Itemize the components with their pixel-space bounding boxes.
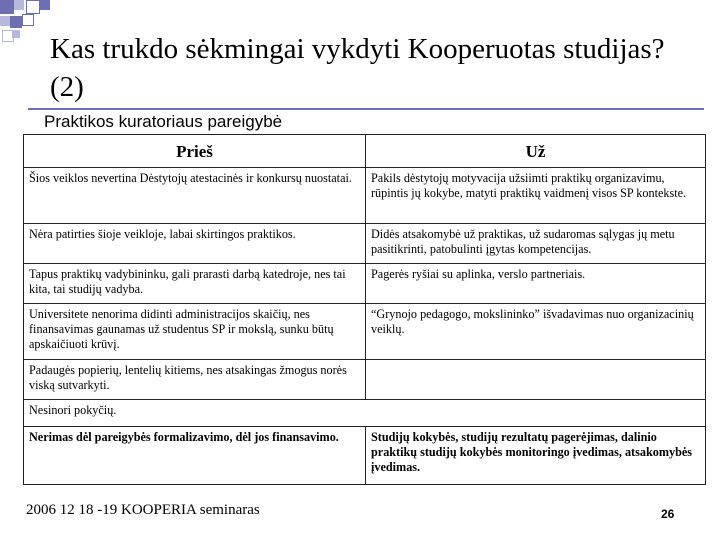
against-cell: Universitete nenorima didinti administracijos skaičių, nes finansavimas gaunamas už studentus SP ir mokslą, sunku būtų apskaičiuoti krūvį. [24, 304, 366, 360]
for-cell: “Grynojo pedagogo, mokslininko” išvadavimas nuo organizacinių veiklų. [366, 304, 706, 360]
deco-square [40, 0, 50, 10]
page-number: 26 [661, 507, 675, 521]
for-cell: Didės atsakomybė už praktikas, už sudaromas sąlygas jų metu pasitikrinti, patobulinti įgytas kompetencijas. [366, 224, 706, 264]
table-row [24, 224, 706, 264]
for-cell: Studijų kokybės, studijų rezultatų pagerėjimas, dalinio praktikų studijų kokybės monitoringo įvedimas, atsakomybės įvedimas. [366, 427, 706, 485]
for-cell: Pakils dėstytojų motyvacija užsiimti praktikų organizavimu, rūpintis jų kokybe, matyti praktikų vaidmenį visos SP kontekste. [366, 168, 706, 224]
slide-subtitle: Praktikos kuratoriaus pareigybė [44, 112, 283, 131]
deco-square [0, 0, 14, 14]
table-row [24, 427, 706, 485]
title-divider [28, 108, 704, 110]
table-row [24, 400, 706, 427]
deco-square [26, 0, 40, 14]
table-row [24, 360, 706, 400]
against-cell: Padaugės popierių, lentelių kitiems, nes atsakingas žmogus norės viską sutvarkyti. [24, 360, 366, 400]
deco-square [10, 16, 22, 28]
for-cell [366, 360, 706, 400]
full-width-cell: Nesinori pokyčių. [24, 400, 706, 427]
deco-square [22, 14, 34, 26]
deco-square [14, 0, 24, 10]
table-row [24, 304, 706, 360]
header-for: Už [366, 135, 706, 168]
footer-text: 2006 12 18 -19 KOOPERIA seminaras [26, 502, 260, 518]
table-header-row [24, 135, 706, 168]
pros-cons-table [23, 134, 706, 485]
against-cell: Nerimas dėl pareigybės formalizavimo, dėl jos finansavimo. [24, 427, 366, 485]
for-cell: Pagerės ryšiai su aplinka, verslo partneriais. [366, 264, 706, 304]
against-cell: Nėra patirties šioje veikloje, labai skirtingos praktikos. [24, 224, 366, 264]
table-row [24, 264, 706, 304]
against-cell: Šios veiklos nevertina Dėstytojų atestacinės ir konkursų nuostatai. [24, 168, 366, 224]
table-row [24, 168, 706, 224]
header-against: Prieš [24, 135, 366, 168]
deco-square [0, 16, 10, 26]
against-cell: Tapus praktikų vadybininku, gali prarasti darbą katedroje, nes tai kita, tai studijų vadyba. [24, 264, 366, 304]
slide-title: Kas trukdo sėkmingai vykdyti Kooperuotas studijas?(2) [50, 33, 665, 103]
deco-square [12, 30, 20, 38]
